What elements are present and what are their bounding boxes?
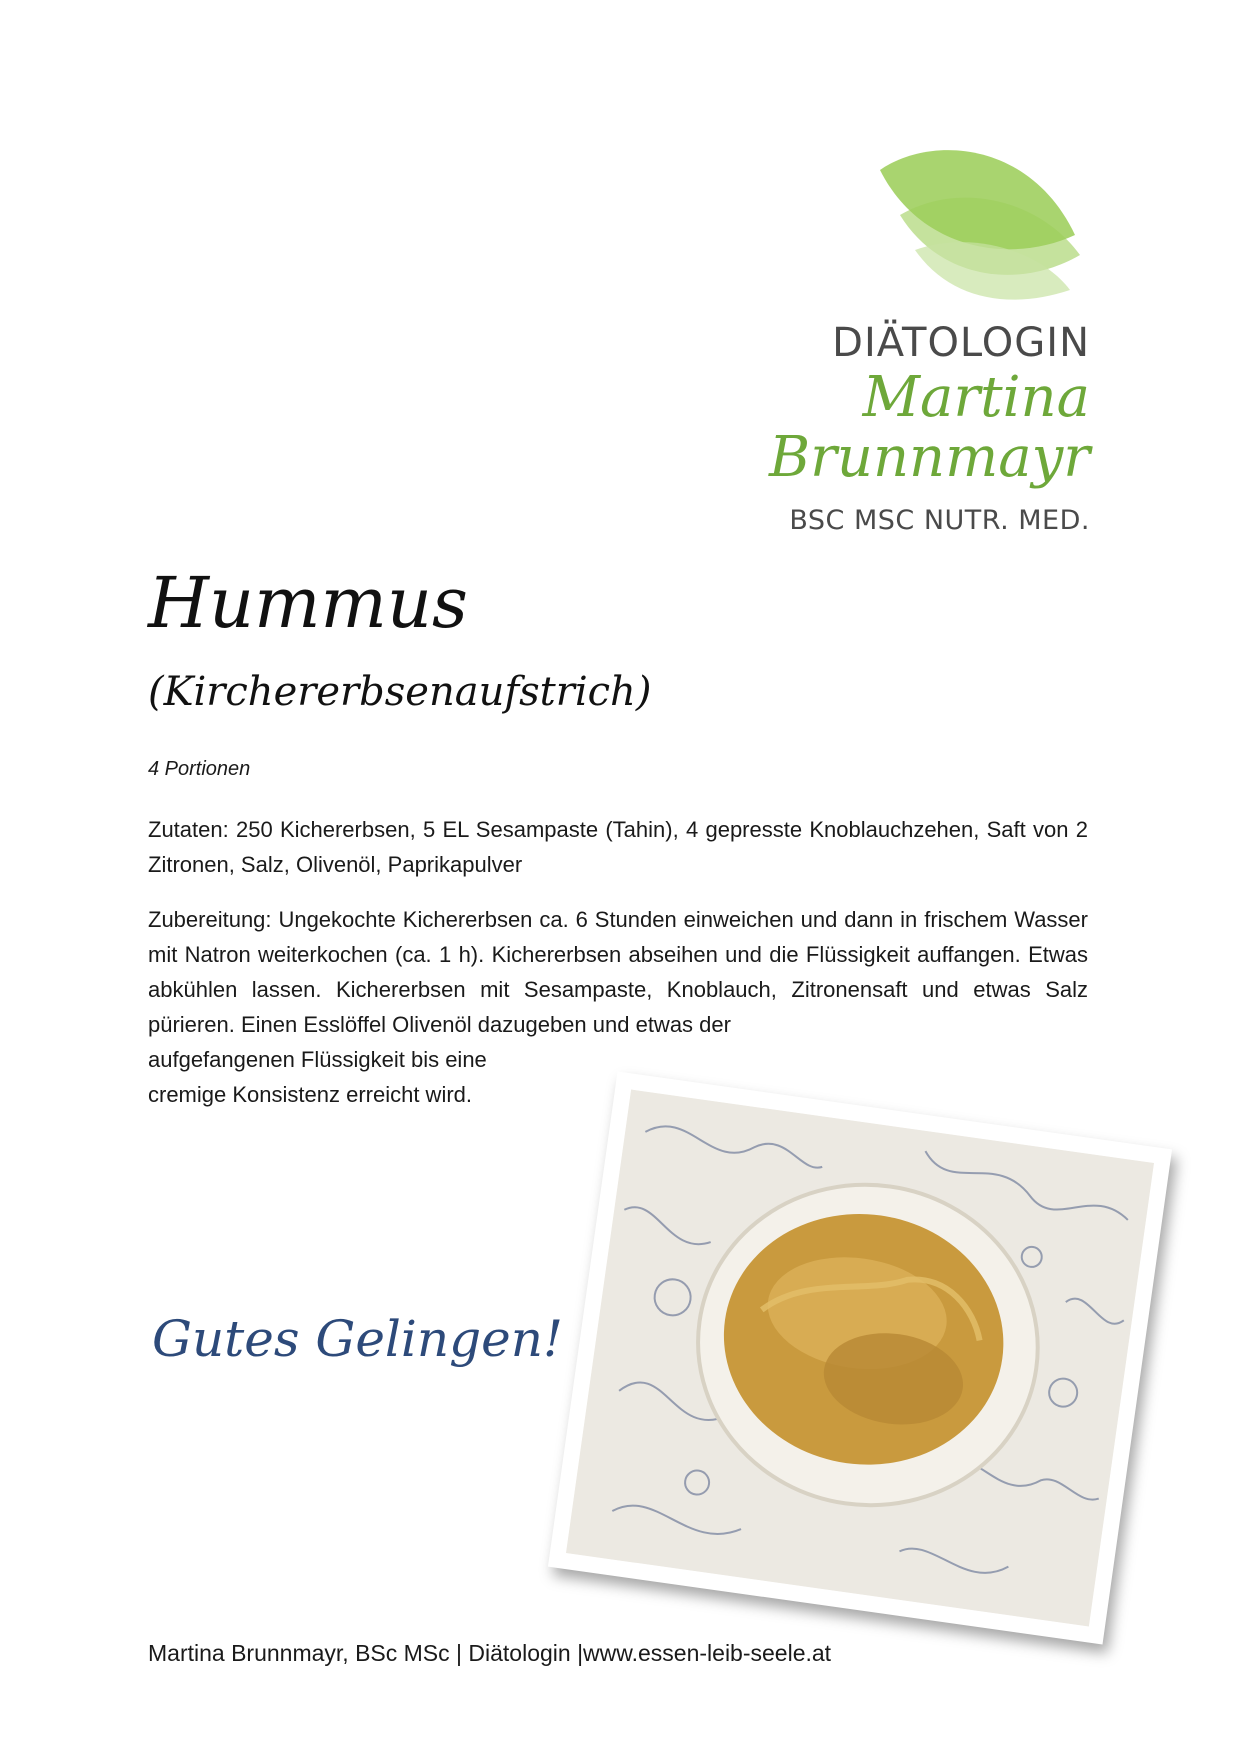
preparation-text-line3: cremige Konsistenz erreicht wird. xyxy=(148,1082,473,1107)
leaf-logo-icon xyxy=(870,140,1090,305)
hummus-photo xyxy=(548,1071,1172,1644)
hummus-photo-icon xyxy=(566,1090,1154,1627)
preparation-text: Zubereitung: Ungekochte Kichererbsen ca. 6 Stunden einweichen und dann in frischem Wasser mit Natron weiterkochen (ca. 1 h). Kichererbsen abseihen und die Flüssigkeit auffangen. Etwas abkühlen lassen. Kichererbsen mit Sesampaste, Knoblauch, Zitronensaft und etwas Salz pürieren. Einen Esslöffel Olivenöl dazugeben und etwas der xyxy=(148,907,1088,1037)
logo xyxy=(760,140,1090,540)
recipe-title: Hummus xyxy=(148,562,468,644)
recipe-subtitle: (Kirchererbsenaufstrich) xyxy=(148,669,652,715)
logo-first-name: Martina xyxy=(862,365,1090,430)
photo-image xyxy=(566,1090,1154,1627)
footer-text: Martina Brunnmayr, BSc MSc | Diätologin |www.essen-leib-seele.at xyxy=(148,1640,832,1666)
closing-greeting: Gutes Gelingen! xyxy=(152,1310,563,1368)
logo-last-name: Brunnmayr xyxy=(768,425,1090,490)
ingredients-paragraph: Zutaten: 250 Kichererbsen, 5 EL Sesampaste (Tahin), 4 gepresste Knoblauchzehen, Saft von 2 Zitronen, Salz, Olivenöl, Paprikapulver xyxy=(148,817,1088,877)
logo-title: DIÄTOLOGIN xyxy=(832,320,1090,366)
logo-credentials: BSC MSC NUTR. MED. xyxy=(789,505,1090,536)
portions: 4 Portionen xyxy=(148,758,251,780)
preparation-text-line2: aufgefangenen Flüssigkeit bis eine xyxy=(148,1047,487,1072)
